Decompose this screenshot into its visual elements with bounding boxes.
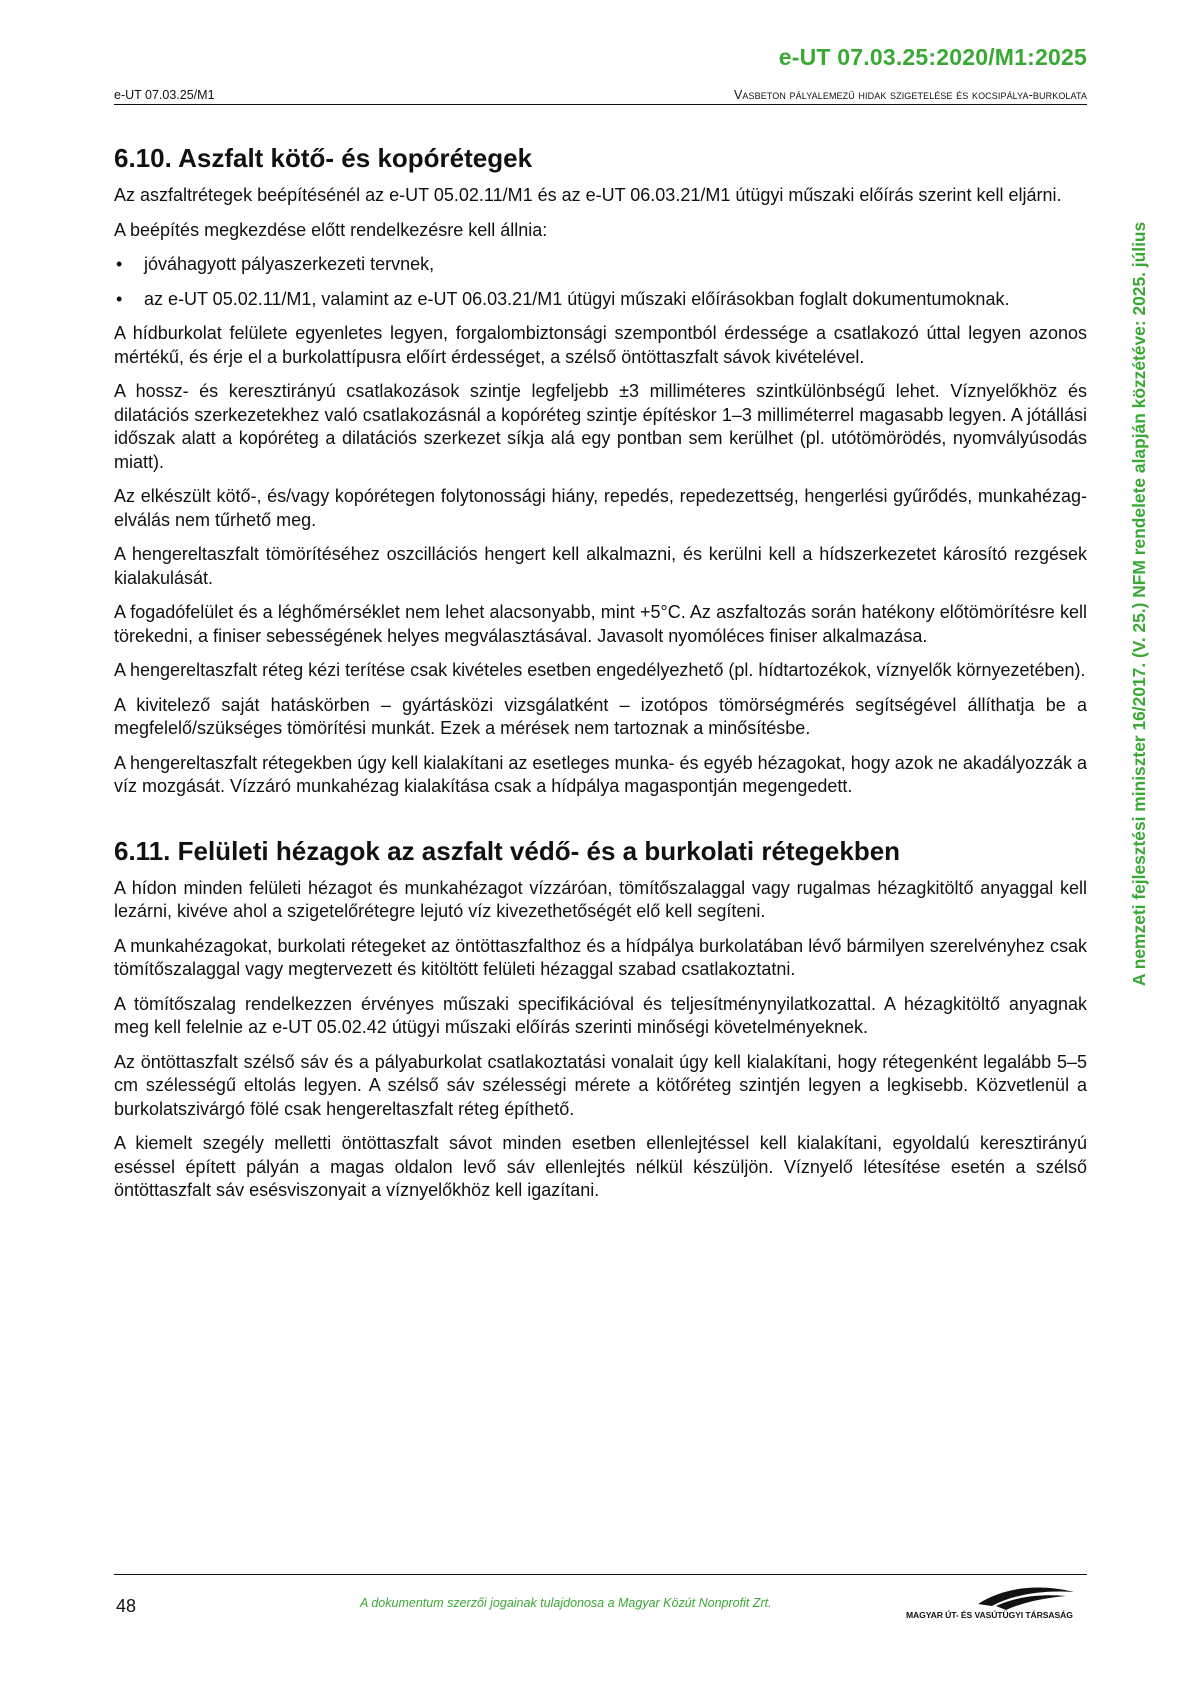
society-logo (906, 1582, 1087, 1622)
paragraph: A hengereltaszfalt tömörítéséhez oszcillációs hengert kell alkalmazni, és kerülni kell a hídszerkezetet károsító rezgések kialakulását. (114, 544, 1087, 588)
paragraph: A beépítés megkezdése előtt rendelkezésre kell állnia: (114, 219, 548, 240)
header-right-title: Vasbeton pályalemezű hidak szigetelése és kocsipálya-burkolata (734, 88, 1087, 102)
paragraph: A hossz- és keresztirányú csatlakozások szintje legfeljebb ±3 milliméteres szintkülönbségű lehet. Víznyelőkhöz és dilatációs szerkezetekhez való csatlakozásnál a kopóréteg szintje építéskor 1–3 milliméterrel magasabb legyen. A jótállási időszak alatt a kopóréteg a dilatációs szerkezet síkja alá egy pontban sem kerülhet (pl. utótömörödés, nyomvályúsodás miatt). (114, 381, 1087, 472)
paragraph: A hengereltaszfalt réteg kézi terítése csak kivételes esetben engedélyezhető (pl. hídtartozékok, víznyelők környezetében). (114, 660, 1086, 680)
page-number: 48 (116, 1596, 137, 1616)
paragraph: Az elkészült kötő-, és/vagy kopórétegen folytonossági hiány, repedés, repedezettség, hengerlési gyűrődés, munkahézag-elválás nem tűrhető meg. (114, 486, 1087, 530)
paragraph: A hídburkolat felülete egyenletes legyen, forgalombiztonsági szempontból érdessége a csatlakozó úttal legyen azonos mértékű, és érje el a burkolattípusra előírt érdességet, a szélső öntöttaszfalt sávok kivételével. (114, 323, 1087, 367)
paragraph: Az öntöttaszfalt szélső sáv és a pályaburkolat csatlakoztatási vonalait úgy kell kialakítani, hogy rétegenként legalább 5–5 cm szélességű eltolás legyen. A szélső sáv szélességi mérete a kötőréteg szintjén legyen a legkisebb. Közvetlenül a burkolatszivárgó fölé csak hengereltaszfalt réteg építhető. (114, 1051, 1087, 1119)
paragraph: A hídon minden felületi hézagot és munkahézagot vízzáróan, tömítőszalaggal vagy rugalmas hézagkitöltő anyaggal kell lezárni, kivéve ahol a szigetelőrétegre lejutó víz kivezethetőségét elő kell segíteni. (114, 877, 1087, 921)
page-content (114, 140, 1087, 1214)
section-heading-6-10: 6.10. Aszfalt kötő- és kopórétegek (114, 143, 533, 173)
logo-text: MAGYAR ÚT- ÉS VASÚTÜGYI TÁRSASÁG (906, 1610, 1073, 1620)
paragraph: Az aszfaltrétegek beépítésénél az e-UT 05.02.11/M1 és az e-UT 06.03.21/M1 útügyi műszaki előírás szerint kell eljárni. (114, 185, 1062, 205)
document-code: e-UT 07.03.25:2020/M1:2025 (778, 44, 1087, 70)
copyright-notice: A dokumentum szerzői jogainak tulajdonosa a Magyar Közút Nonprofit Zrt. (360, 1596, 772, 1610)
paragraph: A kiemelt szegély melletti öntöttaszfalt sávot minden esetben ellenlejtéssel kell kialakítani, egyoldalú keresztirányú eséssel épített pályán a magas oldalon levő sáv ellenlejtés nélkül készüljön. Víznyelő létesítése esetén a szélső öntöttaszfalt sáv esésviszonyait a víznyelőkhöz kell igazítani. (114, 1133, 1087, 1200)
paragraph: A tömítőszalag rendelkezzen érvényes műszaki specifikációval és teljesítménynyilatkozattal. A hézagkitöltő anyagnak meg kell felelnie az e-UT 05.02.42 útügyi műszaki előírás szerinti minőségi követelményeknek. (114, 993, 1087, 1037)
footer-divider (114, 1574, 1087, 1575)
section-heading-6-11: 6.11. Felületi hézagok az aszfalt védő- és a burkolati rétegekben (114, 835, 901, 866)
paragraph: A hengereltaszfalt rétegekben úgy kell kialakítani az esetleges munka- és egyéb hézagokat, hogy azok ne akadályozzák a víz mozgását. Vízzáró munkahézag kialakítása csak a hídpálya magaspontján megengedett. (114, 752, 1087, 796)
paragraph: A fogadófelület és a léghőmérséklet nem lehet alacsonyabb, mint +5°C. Az aszfaltozás során hatékony előtömörítésre kell törekedni, a finiser sebességének helyes megválasztásával. Javasolt nyomóléces finiser alkalmazása. (114, 602, 1087, 646)
header-divider (114, 104, 1087, 105)
list-item: • jóváhagyott pályaszerkezeti tervnek, (114, 253, 1087, 277)
side-publication-note: A nemzeti fejlesztési miniszter 16/2017. (V. 25.) NFM rendelete alapján közzétéve: 2025. július (1129, 221, 1149, 987)
header-left-code: e-UT 07.03.25/M1 (114, 88, 215, 102)
list-item: • az e-UT 05.02.11/M1, valamint az e-UT 06.03.21/M1 útügyi műszaki előírásokban foglalt dokumentumoknak. (114, 288, 1087, 312)
bullet-list (114, 253, 1087, 311)
paragraph: A kivitelező saját hatáskörben – gyártásközi vizsgálatként – izotópos tömörségmérés segítségével állíthatja be a megfelelő/szükséges tömörítési munkát. Ezek a mérések nem tartoznak a minősítésbe. (114, 694, 1087, 738)
paragraph: A munkahézagokat, burkolati rétegeket az öntöttaszfalthoz és a hídpálya burkolatában lévő bármilyen szerelvényhez csak tömítőszalaggal vagy megtervezett és kitöltött felületi hézaggal szabad csatlakoztatni. (114, 935, 1087, 979)
